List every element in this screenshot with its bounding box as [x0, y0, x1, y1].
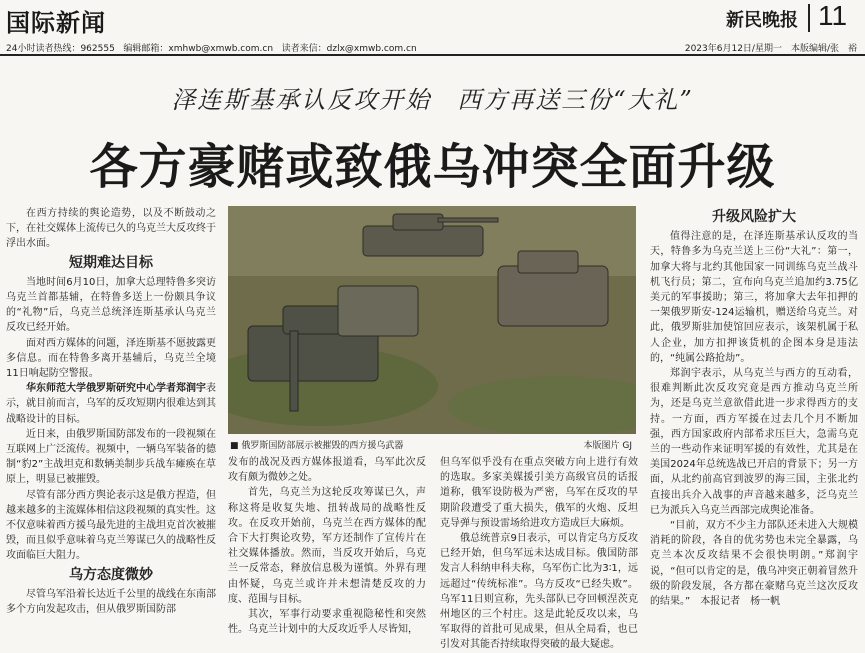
section-heading: 短期难达目标	[69, 254, 153, 271]
article-subheadline: 泽连斯基承认反攻开始 西方再送三份“大礼”	[171, 86, 694, 114]
section-heading: 乌方态度微妙	[69, 566, 153, 583]
date-line: 2023年6月12日/星期一 本版编辑/张 裕	[684, 44, 857, 54]
masthead-rule	[0, 54, 865, 56]
article-column-3	[440, 455, 638, 653]
photo-caption-bar	[228, 436, 636, 452]
closing-quote: “目前，双方不少主力部队还未进入大规模消耗的阶段，各自的优劣势也未完全暴露，乌克兰本次反攻结果不会很快明朗。”郑润宇说，“但可以肯定的是，俄乌冲突正朝着冒然升级的阶段发展，各方都在豪赌乌克兰这次反攻的结果。”	[650, 520, 858, 608]
section-title: 国际新闻	[6, 9, 106, 37]
masthead-divider	[808, 4, 810, 32]
body-paragraph: 郑润宇表示，从乌克兰与西方的互动看，很难判断此次反攻究竟是西方推动乌克兰所为，还是乌克兰意欲借此进一步求得西方的支持。一方面，西方军援在过去几个月不断加强，西方国家政府内部希求压巨大，急需乌克兰的一些动作来证明军援的有效性，尤其是在美国2024年总统选战已开启的背景下；另一方面，从北约前高官到波罗的海三国，主张北约直接出兵介入战事的声音越来越多，泛乌克兰已为派兵入乌克兰西部完成舆论准备。	[650, 368, 858, 516]
lead-paragraph: 在西方持续的舆论造势，以及不断鼓动之下，在社交媒体上流传已久的乌克兰大反攻终于浮出水面。	[6, 208, 216, 250]
body-paragraph: 俄总统普京9日表示，可以肯定乌方反攻已经开始，但乌军远未达成目标。俄国防部发言人科纳申科夫称，乌军伤亡比为3∶1，远远超过“传统标准”。乌方反攻“已经失败”。乌军11日则宣称，先头部队已夺回顿涅茨克州地区的三个村庄。这是此轮反攻以来，乌军取得的首批可见成果，但从全局看，也已引发对其能否持续取得突破的最大疑虑。	[440, 533, 638, 651]
photo-credit: 本版图片 GJ	[583, 441, 632, 451]
tank-4	[338, 286, 418, 336]
editor-email: 编辑邮箱：xmhwb@xmwb.com.cn	[123, 44, 274, 54]
page-number: 11	[818, 0, 848, 31]
expert-name: 华东师范大学俄罗斯研究中心学者郑润宇	[26, 383, 206, 395]
expert-quote: 表示，就目前而言，乌军的反攻短期内很难达到其战略设计的目标。	[6, 383, 216, 425]
photo-caption: ■ 俄罗斯国防部展示被摧毁的西方援乌武器	[230, 441, 404, 451]
news-photo	[228, 206, 636, 434]
body-paragraph: 但乌军似乎没有在重点突破方向上进行有效的选取。多家美媒援引美方高级官员的话报道称，俄军设防极为严密，乌军在反攻的早期阶段遭受了重大损失，俄军的火炮、反坦克导弹与预设雷场给进攻方造成巨大麻烦。	[440, 457, 638, 529]
body-paragraph: 面对西方媒体的问题，泽连斯基不愿披露更多信息。而在特鲁多离开基辅后，乌克兰全境11日响起防空警报。	[6, 337, 216, 380]
body-paragraph: 其次，军事行动要求重视隐秘性和突然性。乌克兰计划中的大反攻近乎人尽皆知，	[228, 609, 426, 636]
body-paragraph	[6, 381, 216, 427]
destroyed-vehicles-photo	[228, 206, 636, 434]
article-column-1	[6, 206, 216, 617]
section-heading: 升级风险扩大	[712, 209, 796, 225]
body-paragraph: 近日来，由俄罗斯国防部发布的一段视频在互联网上广泛流传。视频中，一辆乌军装备的德制“豹2”主战坦克和数辆美制步兵战车瘫痪在草原上，明显已被摧毁。	[6, 428, 216, 486]
body-paragraph: 尽管乌军沿着长达近千公里的战线在东南部多个方向发起攻击，但从俄罗斯国防部	[6, 588, 216, 616]
masthead-info-line	[6, 41, 861, 54]
article-headline: 各方豪赌或致俄乌冲突全面升级	[89, 139, 776, 195]
reader-letters-email: 读者来信：dzlx@xmwb.com.cn	[281, 44, 417, 54]
body-paragraph: 首先，乌克兰为这轮反攻筹谋已久，声称这将是收复失地、扭转战局的战略性反攻。在反攻开始前，乌克兰在西方媒体的配合下大打舆论攻势，军方还制作了宣传片在社交媒体播放。然而，当反攻开始后，乌克兰一反常态，释放信息极为谨慎。外界有理由怀疑，乌克兰或许并未想清楚反攻的力度、范围与目标。	[228, 487, 426, 605]
article-column-2-body	[228, 455, 426, 637]
body-paragraph: 发布的战况及西方媒体报道看，乌军此次反攻有颇为微妙之处。	[228, 457, 426, 484]
reader-hotline: 24小时读者热线：962555	[6, 44, 115, 54]
body-paragraph: 值得注意的是，在泽连斯基承认反攻的当天，特鲁多为乌克兰送上三份“大礼”：第一，加拿大将与北约其他国家一同训练乌克兰战斗机飞行员；第二，宣布向乌克兰追加约3.75亿美元的军事援助；第三，将加拿大去年扣押的一架俄罗斯安-124运输机，赠送给乌克兰。对此，俄罗斯驻加使馆回应表示，该架机属于私人企业，加方扣押该货机的企图本身是违法的，“纯属公路抢劫”。	[650, 231, 858, 364]
body-paragraph: 尽管有部分西方舆论表示这是俄方捏造，但越来越多的主流媒体相信这段视频的真实性。这不仅意味着西方援乌最先进的主战坦克首次被摧毁，而且似乎意味着乌克兰筹谋已久的战略性反攻面临巨大阻力。	[6, 489, 216, 562]
body-paragraph: 当地时间6月10日，加拿大总理特鲁多突访乌克兰首都基辅，在特鲁多送上一份颇具争议的“礼物”后，乌克兰总统泽连斯基承认乌克兰反攻已经开始。	[6, 276, 216, 334]
body-paragraph	[650, 518, 858, 609]
page-masthead	[0, 0, 865, 40]
newspaper-logo: 新民晚报	[726, 10, 798, 31]
byline: 本报记者 杨一帆	[700, 596, 781, 608]
article-column-4	[650, 206, 858, 609]
